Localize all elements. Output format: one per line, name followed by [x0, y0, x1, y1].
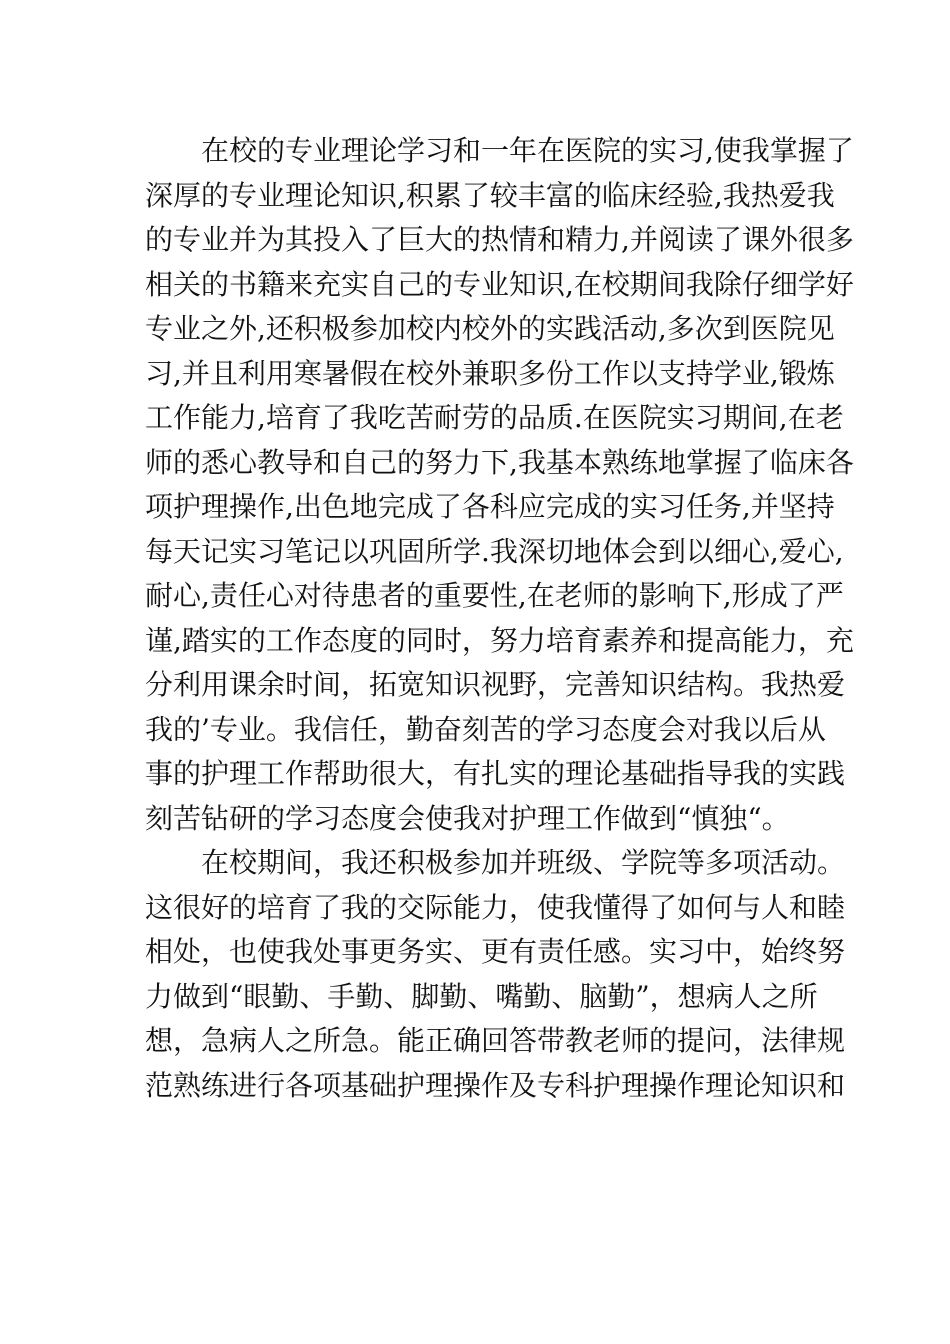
- document-body: [145, 129, 854, 1108]
- paragraph-line: 师的悉心教导和自己的努力下,我基本熟练地掌握了临床各: [145, 445, 854, 479]
- paragraph-line: 范熟练进行各项基础护理操作及专科护理操作理论知识和: [145, 1068, 846, 1102]
- paragraph-line: 这很好的培育了我的交际能力，使我懂得了如何与人和睦: [145, 890, 846, 924]
- paragraph-line: 在校期间，我还积极参加并班级、学院等多项活动。: [201, 846, 846, 879]
- paragraph-line: 刻苦钻研的学习态度会使我对护理工作做到“慎独“。: [145, 801, 790, 835]
- paragraph-line: 习,并且利用寒暑假在校外兼职多份工作以支持学业,锻炼: [145, 356, 835, 390]
- paragraph-line: 耐心,责任心对待患者的重要性,在老师的影响下,形成了严: [145, 579, 844, 612]
- paragraph-line: 深厚的专业理论知识,积累了较丰富的临床经验,我热爱我: [145, 178, 835, 212]
- paragraph-line: 相关的书籍来充实自己的专业知识,在校期间我除仔细学好: [145, 267, 854, 301]
- paragraph-line: 项护理操作,出色地完成了各科应完成的实习任务,并坚持: [145, 490, 835, 523]
- paragraph-line: 每天记实习笔记以巩固所学.我深切地体会到以细心,爱心,: [145, 534, 844, 568]
- paragraph-1: [145, 129, 854, 841]
- paragraph-line: 我的’专业。我信任，勤奋刻苦的学习态度会对我以后从: [145, 712, 826, 746]
- paragraph-line: 专业之外,还积极参加校内校外的实践活动,多次到医院见: [145, 312, 835, 345]
- paragraph-line: 在校的专业理论学习和一年在医院的实习,使我掌握了: [201, 134, 854, 167]
- paragraph-line: 谨,踏实的工作态度的同时，努力培育素养和提高能力，充: [145, 623, 854, 657]
- paragraph-2: [145, 841, 846, 1108]
- paragraph-line: 分利用课余时间，拓宽知识视野，完善知识结构。我热爱: [145, 668, 846, 701]
- paragraph-line: 相处，也使我处事更务实、更有责任感。实习中，始终努: [145, 935, 846, 968]
- paragraph-line: 的专业并为其投入了巨大的热情和精力,并阅读了课外很多: [145, 223, 854, 256]
- paragraph-line: 工作能力,培育了我吃苦耐劳的品质.在医院实习期间,在老: [145, 401, 844, 434]
- paragraph-line: 事的护理工作帮助很大，有扎实的理论基础指导我的实践: [145, 757, 846, 790]
- paragraph-line: 想，急病人之所急。能正确回答带教老师的提问，法律规: [145, 1024, 846, 1057]
- paragraph-line: 力做到“眼勤、手勤、脚勤、嘴勤、脑勤”，想病人之所: [145, 979, 818, 1013]
